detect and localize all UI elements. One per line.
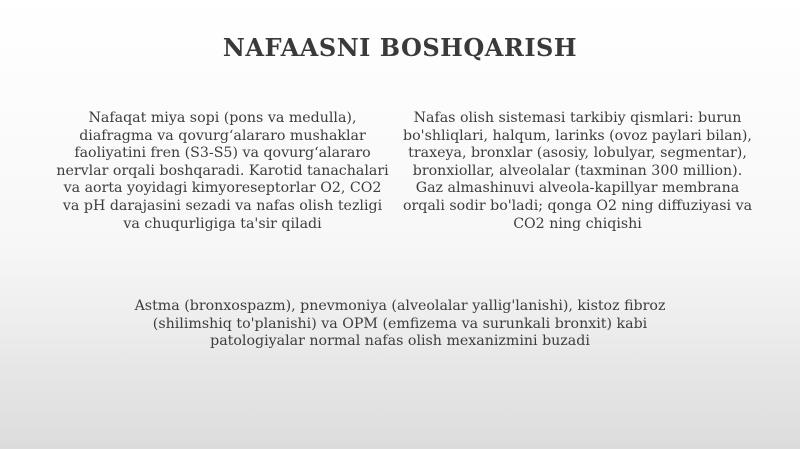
- left-text-block: Nafaqat miya sopi (pons va medulla), diafragma va qovurg‘alararo mushaklar faoliyatini fren (S3-S5) va qovurg‘alararo nervlar orqali boshqaradi. Karotid tanachalari va aorta yoyidagi kimyoreseptorlar O2, CO2 va pH darajasini sezadi va nafas olish tezligi va chuqurligiga ta'sir qiladi: [56, 110, 389, 232]
- right-text-block: Nafas olish sistemasi tarkibiy qismlari: burun bo'shliqlari, halqum, larinks (ovoz paylari bilan), traxeya, bronxlar (asosiy, lobulyar, segmentar), bronxiollar, alveolalar (taxminan 300 million). Gaz almashinuvi alveola-kapillyar membrana orqali sodir bo'ladi; qonga O2 ning diffuziyasi va CO2 ning chiqishi: [402, 110, 753, 232]
- bottom-text-block: Astma (bronxospazm), pnevmoniya (alveolalar yallig'lanishi), kistoz fibroz (shilimshiq to'planishi) va OPM (emfizema va surunkali bronxit) kabi patologiyalar normal nafas olish mexanizmini buzadi: [134, 298, 666, 350]
- slide-title: NAFAASNI BOSHQARISH: [222, 33, 578, 62]
